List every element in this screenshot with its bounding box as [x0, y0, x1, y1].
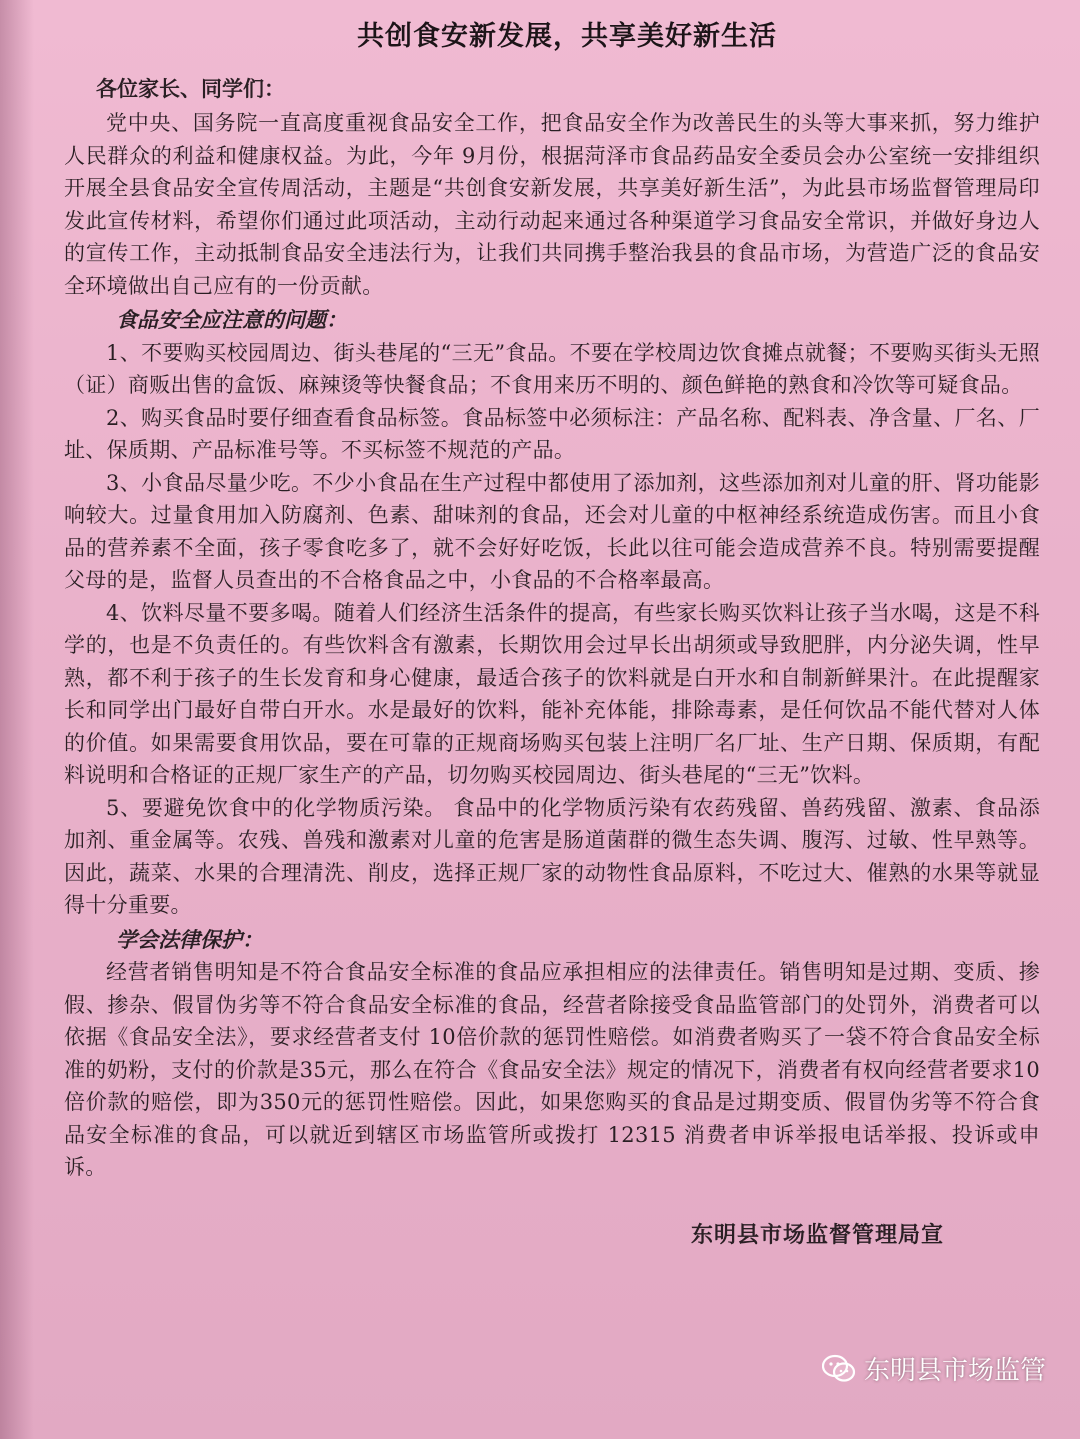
- document-title: 共创食安新发展，共享美好新生活: [357, 21, 777, 52]
- list-item: 1、不要购买校园周边、街头巷尾的“三无”食品。不要在学校周边饮食摊点就餐；不要购买街头无照（证）商贩出售的盒饭、麻辣烫等快餐食品；不食用来历不明的、颜色鲜艳的熟食和冷饮等可疑食品。: [64, 340, 1040, 397]
- section-heading-legal: 学会法律保护：: [116, 927, 263, 952]
- list-item: 2、购买食品时要仔细查看食品标签。食品标签中必须标注：产品名称、配料表、净含量、厂名、厂址、保质期、产品标准号等。不买标签不规范的产品。: [64, 405, 1040, 462]
- intro-paragraph: 党中央、国务院一直高度重视食品安全工作，把食品安全作为改善民生的头等大事来抓，努力维护人民群众的利益和健康权益。为此，今年 9月份，根据菏泽市食品药品安全委员会办公室统一安排组织开展全县食品安全宣传周活动，主题是“共创食安新发展，共享美好新生活”，为此县市场监督管理局印发此宣传材料，希望你们通过此项活动，主动行动起来通过各种渠道学习食品安全常识，并做好身边人的宣传工作，主动抵制食品安全违法行为，让我们共同携手整治我县的食品市场，为营造广泛的食品安全环境做出自己应有的一份贡献。: [64, 111, 1040, 298]
- list-item: 5、要避免饮食中的化学物质污染。 食品中的化学物质污染有农药残留、兽药残留、激素、食品添加剂、重金属等。农残、兽残和激素对儿童的危害是肠道菌群的微生态失调、腹泻、过敏、性早熟等。因此，蔬菜、水果的合理清洗、削皮，选择正规厂家的动物性食品原料，不吃过大、催熟的水果等就显得十分重要。: [64, 795, 1040, 917]
- wechat-icon: [822, 1354, 856, 1384]
- salutation: 各位家长、同学们：: [96, 77, 285, 101]
- signature: 东明县市场监督管理局宣: [690, 1222, 944, 1248]
- section-heading-food-safety: 食品安全应注意的问题：: [116, 308, 347, 332]
- legal-paragraph: 经营者销售明知是不符合食品安全标准的食品应承担相应的法律责任。销售明知是过期、变质、掺假、掺杂、假冒伪劣等不符合食品安全标准的食品，经营者除接受食品监管部门的处罚外，消费者可以依据《食品安全法》，要求经营者支付 10倍价款的惩罚性赔偿。如消费者购买了一袋不符合食品安全标准的奶粉，支付的价款是35元，那么在符合《食品安全法》规定的情况下，消费者有权向经营者要求10倍价款的赔偿，即为350元的惩罚性赔偿。因此，如果您购买的食品是过期变质、假冒伪劣等不符合食品安全标准的食品，可以就近到辖区市场监管所或拨打 12315 消费者申诉举报电话举报、投诉或申诉。: [64, 960, 1040, 1179]
- watermark-text: 东明县市场监管: [863, 1356, 1046, 1386]
- list-item: 3、小食品尽量少吃。不少小食品在生产过程中都使用了添加剂，这些添加剂对儿童的肝、肾功能影响较大。过量食用加入防腐剂、色素、甜味剂的食品，还会对儿童的中枢神经系统造成伤害。而且小食品的营养素不全面，孩子零食吃多了，就不会好好吃饭，长此以往可能会造成营养不良。特别需要提醒父母的是，监督人员查出的不合格食品之中，小食品的不合格率最高。: [64, 470, 1040, 592]
- list-item: 4、饮料尽量不要多喝。随着人们经济生活条件的提高，有些家长购买饮料让孩子当水喝，这是不科学的，也是不负责任的。有些饮料含有激素，长期饮用会过早长出胡须或导致肥胖，内分泌失调，性早熟，都不利于孩子的生长发育和身心健康，最适合孩子的饮料就是白开水和自制新鲜果汁。在此提醒家长和同学出门最好自带白开水。水是最好的饮料，能补充体能，排除毒素，是任何饮品不能代替对人体的价值。如果需要食用饮品，要在可靠的正规商场购买包装上注明厂名厂址、生产日期、保质期，有配料说明和合格证的正规厂家生产的产品，切勿购买校园周边、街头巷尾的“三无”饮料。: [64, 600, 1040, 787]
- watermark: [822, 1350, 1046, 1387]
